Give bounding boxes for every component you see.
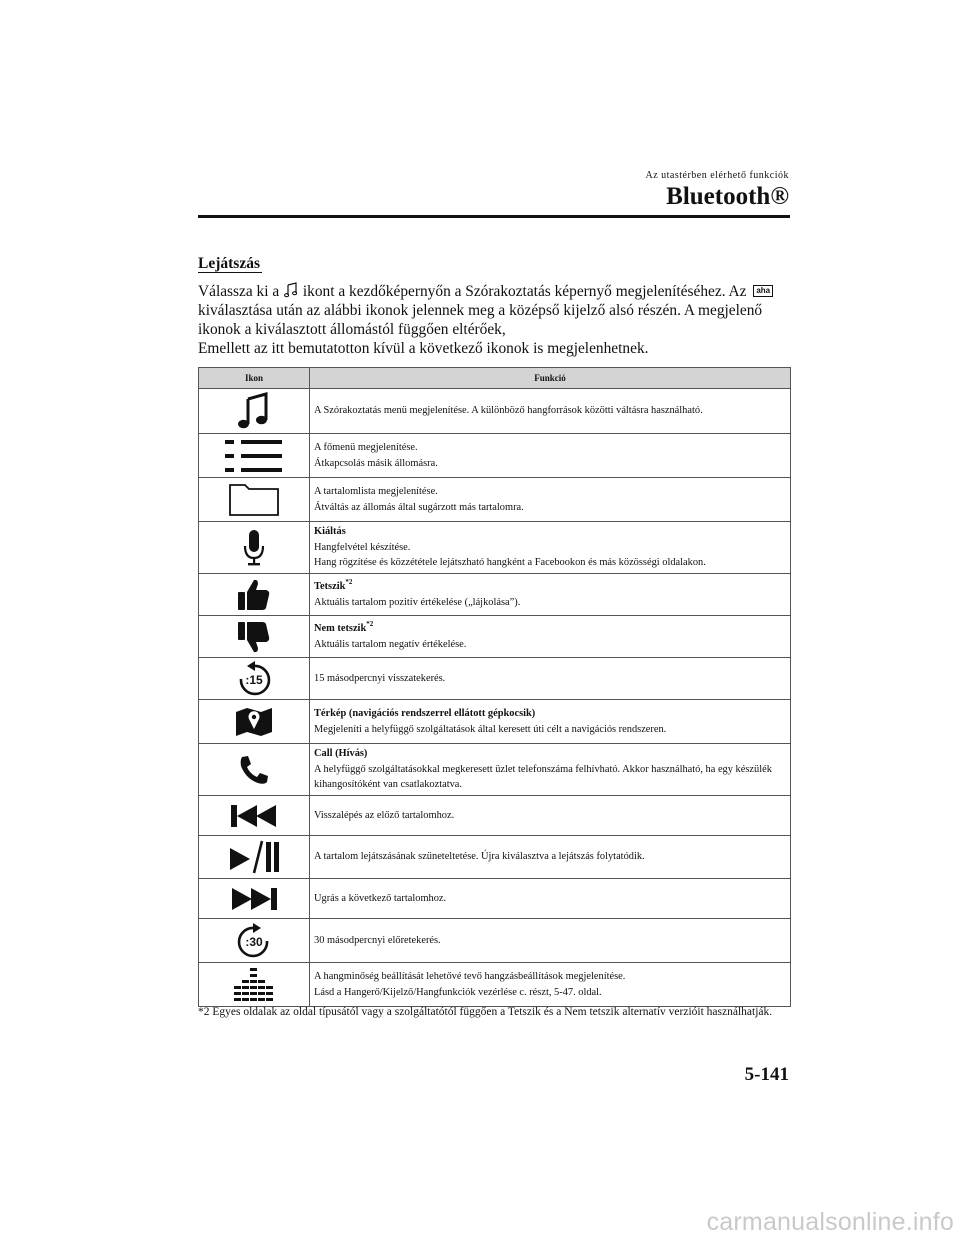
phone-icon: [238, 754, 270, 786]
thumbs-down-icon: [237, 620, 271, 654]
intro-text: kiválasztása után az alábbi ikonok jelennek meg a középső kijelző alsó részén. A megjelenő: [198, 302, 763, 319]
function-description: Visszalépés az előző tartalomhoz.: [314, 809, 455, 821]
svg-text::15: :15: [245, 672, 263, 687]
table-row: [199, 616, 791, 658]
table-row: [199, 522, 791, 574]
music-note-icon: [237, 392, 271, 430]
function-description: A főmenü megjelenítése.: [314, 442, 418, 453]
column-header-icon: Ikon: [199, 368, 310, 389]
table-row: [199, 879, 791, 919]
equalizer-icon: [234, 967, 274, 1003]
table-row: [199, 658, 791, 700]
table-row: [199, 744, 791, 796]
next-track-icon: [231, 887, 277, 911]
intro-paragraph: [198, 282, 798, 358]
table-row: [199, 700, 791, 744]
map-pin-icon: [235, 706, 273, 738]
forward-30-icon: [236, 923, 272, 959]
function-description: Aktuális tartalom negatív értékelése.: [314, 638, 467, 650]
table-row: [199, 434, 791, 478]
header-divider: [198, 215, 790, 218]
function-description: Aktuális tartalom pozitív értékelése („lájkolása”).: [314, 596, 521, 608]
function-title: Kiáltás: [314, 526, 346, 538]
function-title: Térkép (navigációs rendszerrel ellátott gépkocsik): [314, 708, 536, 719]
folder-icon: [229, 484, 279, 516]
svg-text::30: :30: [245, 934, 263, 949]
thumbs-up-icon: [237, 578, 271, 612]
function-description: Átváltás az állomás által sugárzott más tartalomra.: [314, 501, 524, 513]
play-pause-icon: [228, 840, 280, 874]
page-number: 5-141: [744, 1064, 789, 1085]
function-description: 30 másodpercnyi előretekerés.: [314, 934, 441, 946]
function-title: Call (Hívás): [314, 748, 368, 760]
table-row: [199, 796, 791, 836]
intro-text: ikont a kezdőképernyőn a Szórakoztatás képernyő megjelenítéséhez. Az: [299, 283, 751, 300]
microphone-icon: [243, 530, 265, 566]
intro-text: Válassza ki a: [198, 283, 284, 300]
function-description: A tartalomlista megjelenítése.: [314, 486, 438, 497]
function-description: A helyfüggő szolgáltatásokkal megkeresett üzlet telefonszáma felhívható. Akkor használható, ha egy készülék kihangosítóként van csatlakoztatva.: [314, 763, 772, 791]
intro-text: ikonok a kiválasztott állomástól függően eltérőek,: [198, 321, 506, 338]
watermark: carmanualsonline.info: [706, 1208, 954, 1236]
running-header-section: Az utastérben elérhető funkciók: [645, 170, 789, 181]
table-row: [199, 389, 791, 434]
function-title: Nem tetszik$^{*2}$: [314, 620, 374, 634]
icon-function-table: [198, 367, 791, 1007]
aha-icon: aha: [753, 285, 773, 297]
function-description: A hangminőség beállítását lehetővé tevő hangzásbeállítások megjelenítése.: [314, 971, 626, 982]
intro-text: Emellett az itt bemutatotton kívül a következő ikonok is megjelenhetnek.: [198, 340, 649, 357]
table-row: [199, 836, 791, 879]
list-menu-icon: [225, 439, 283, 473]
function-description: 15 másodpercnyi visszatekerés.: [314, 672, 446, 684]
section-title: Lejátszás: [198, 255, 260, 272]
table-row: [199, 478, 791, 522]
column-header-function: Funkció: [310, 368, 791, 389]
rewind-15-icon: [236, 661, 272, 697]
function-description: Hangfelvétel készítése.: [314, 541, 411, 553]
function-description: Megjeleníti a helyfüggő szolgáltatások által keresett úti célt a navigációs rendszeren.: [314, 723, 667, 735]
function-description: Hang rögzítése és közzététele lejátszható hangként a Facebookon és más közösségi oldalakon.: [314, 557, 706, 569]
footnote: *2 Egyes oldalak az oldal típusától vagy a szolgáltatótól függően a Tetszik és a Nem tetszik alternatív verzióit használhatják.: [198, 1006, 773, 1018]
running-header-title: Bluetooth®: [666, 183, 789, 210]
music-note-icon: [283, 282, 299, 298]
function-description: Átkapcsolás másik állomásra.: [314, 457, 438, 469]
function-title: Tetszik$^{*2}$: [314, 578, 353, 592]
previous-track-icon: [231, 804, 277, 828]
function-description: A Szórakoztatás menü megjelenítése. A különböző hangforrások közötti váltásra használható.: [314, 405, 703, 417]
table-row: [199, 574, 791, 616]
function-description: Ugrás a következő tartalomhoz.: [314, 892, 447, 904]
function-description: Lásd a Hangerő/Kijelző/Hangfunkciók vezérlése c. részt, 5-47. oldal.: [314, 986, 602, 998]
section-title-underline: [198, 272, 262, 273]
function-description: A tartalom lejátszásának szüneteltetése. Újra kiválasztva a lejátszás folytatódik.: [314, 851, 645, 863]
table-row: [199, 963, 791, 1007]
table-row: [199, 919, 791, 963]
